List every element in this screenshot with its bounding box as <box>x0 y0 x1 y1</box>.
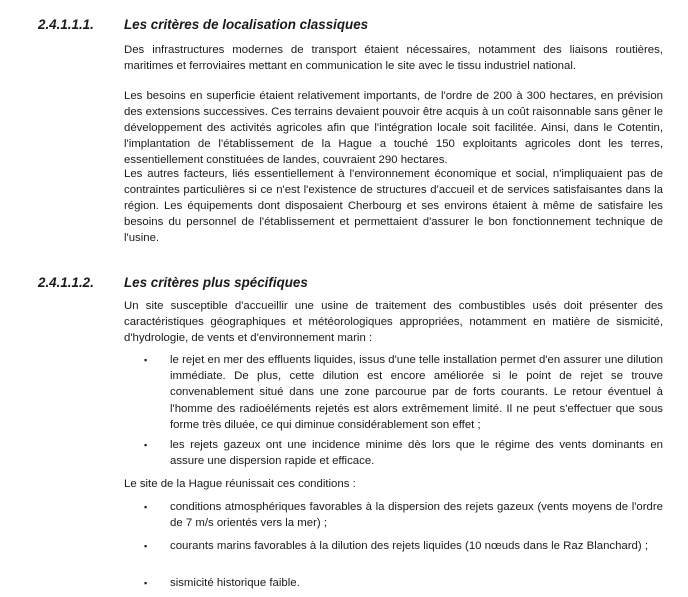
bullet-icon: ▪ <box>144 440 148 450</box>
list-item-text: le rejet en mer des effluents liquides, issus d'une telle installation permet d'en assurer une dilution immédiate. De plus, cette dilution est encore améliorée si le point de rejet se trouve convenablement situé dans une zone parcourue par de forts courants. Le retour éventuel à l'homme des radioéléments rejetés est alors extrêmement limité. Il ne peut s'effectuer que sous forme très diluée, ce qui diminue considérablement son effet ; <box>170 354 663 431</box>
bullet-icon: ▪ <box>144 502 148 512</box>
section-number: 2.4.1.1.2. <box>38 275 94 290</box>
section-title: Les critères de localisation classiques <box>124 17 369 32</box>
section-number: 2.4.1.1.1. <box>38 17 94 32</box>
section-heading-2 <box>0 275 688 293</box>
bullet-icon: ▪ <box>144 578 148 588</box>
list-item-text: les rejets gazeux ont une incidence minime dès lors que le régime des vents dominants en assure une dispersion rapide et efficace. <box>170 439 663 468</box>
paragraph: Un site susceptible d'accueillir une usine de traitement des combustibles usés doit présenter des caractéristiques géographiques et météorologiques appropriées, notamment en matière de sismicité, d'hydrologie, de vents et d'environnement marin : <box>124 300 663 344</box>
paragraph: Le site de la Hague réunissait ces conditions : <box>124 478 356 490</box>
section-heading-1 <box>0 17 688 35</box>
list-item-text: conditions atmosphériques favorables à la dispersion des rejets gazeux (vents moyens de l'ordre de 7 m/s orientés vers la mer) ; <box>170 501 663 530</box>
paragraph: Les autres facteurs, liés essentiellement à l'environnement économique et social, n'impliquaient pas de contraintes particulières si ce n'est l'existence de structures d'accueil et de services satisfaisantes dans la région. Les équipements dont disposaient Cherbourg et ses environs étaient à même de satisfaire les besoins du personnel de l'établissement et permettaient d'assurer le bon fonctionnement technique de l'usine. <box>124 168 663 244</box>
bullet-icon: ▪ <box>144 541 148 551</box>
list-item-text: courants marins favorables à la dilution des rejets liquides (10 nœuds dans le Raz Blanchard) ; <box>170 540 649 552</box>
list-item-text: sismicité historique faible. <box>170 577 300 589</box>
paragraph: Des infrastructures modernes de transport étaient nécessaires, notamment des liaisons routières, maritimes et ferroviaires mettant en communication le site avec le tissu industriel national. <box>124 44 663 72</box>
bullet-icon: ▪ <box>144 355 148 365</box>
paragraph: Les besoins en superficie étaient relativement importants, de l'ordre de 200 à 300 hectares, en prévision des extensions successives. Ces terrains devaient pouvoir être acquis à un coût raisonnable sans gêner le développement des activités agricoles afin que l'intégration locale soit facilitée. Ainsi, dans le Cotentin, l'implantation de l'établissement de la Hague a touché 150 exploitants agricoles dont les terres, essentiellement constituées de landes, couvraient 290 hectares. <box>124 90 663 166</box>
section-title: Les critères plus spécifiques <box>124 275 308 290</box>
